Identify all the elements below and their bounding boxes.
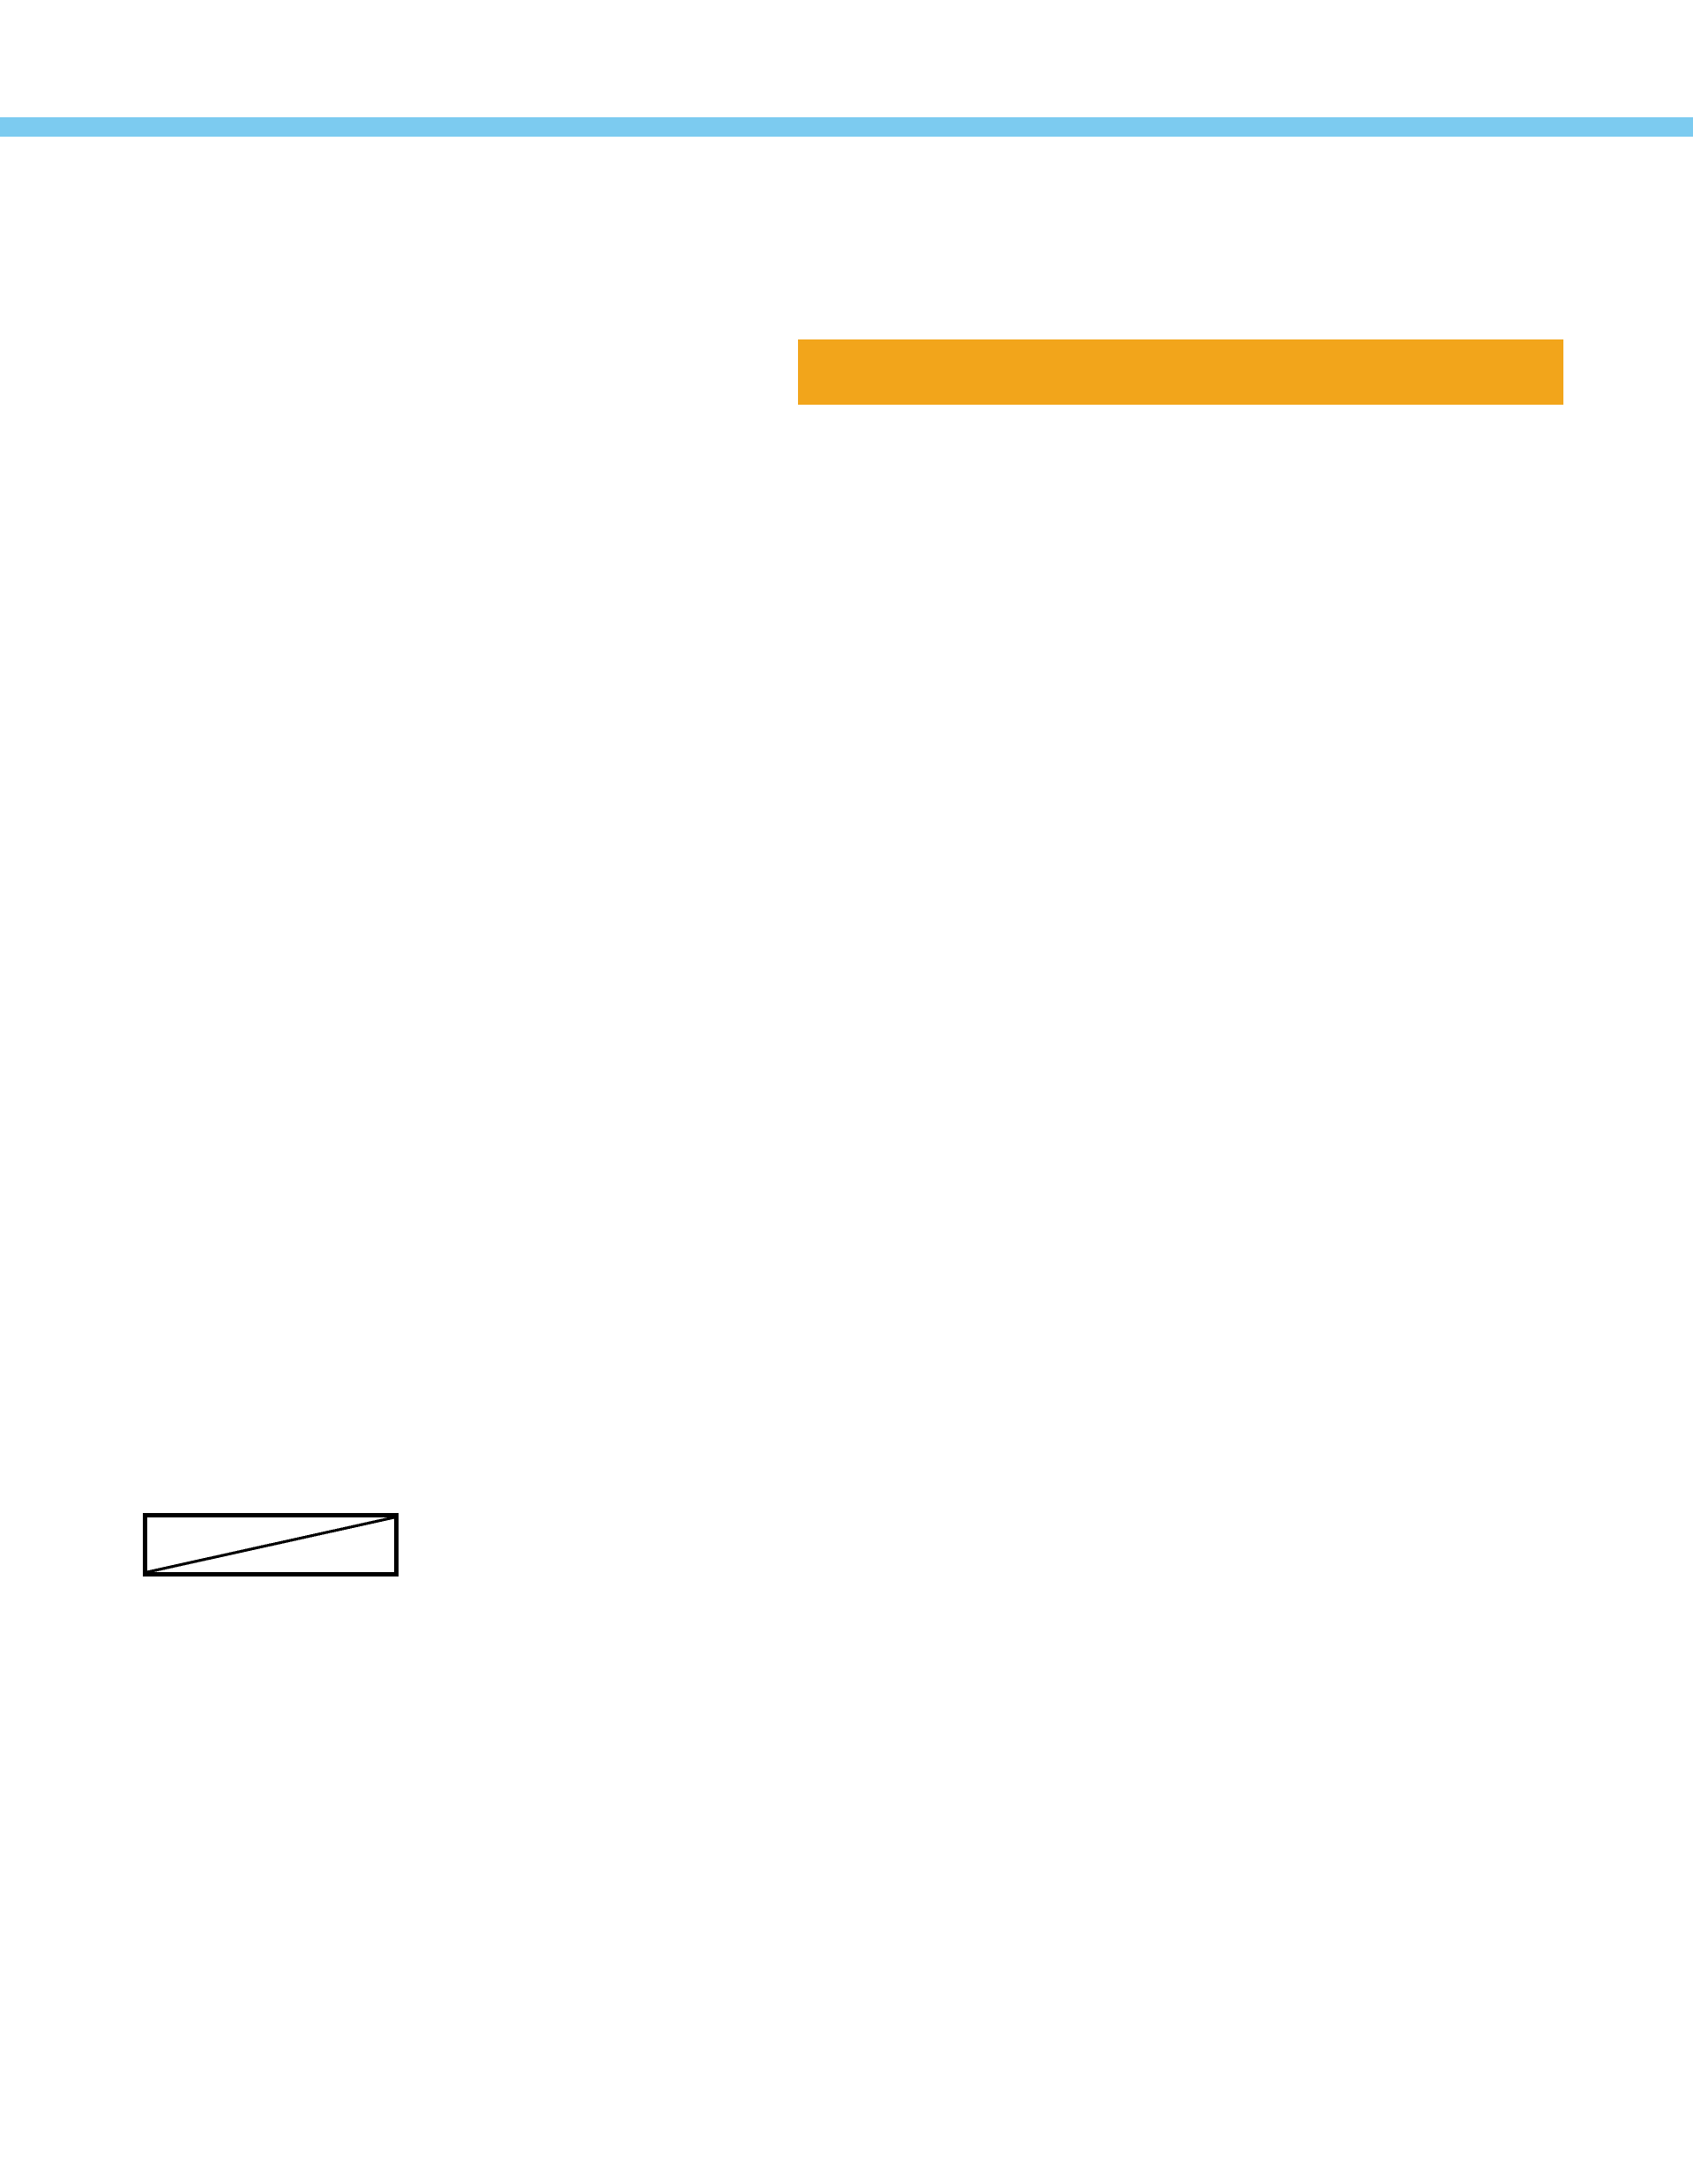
series-banner bbox=[798, 339, 1563, 405]
top-accent-bar bbox=[0, 117, 1693, 137]
table-header-row bbox=[145, 1516, 397, 1575]
turret-photo-graphic bbox=[143, 201, 760, 673]
turret-diagram-8-station bbox=[123, 749, 829, 1486]
turret-diagram-12-station bbox=[924, 748, 1647, 1510]
product-photo bbox=[143, 201, 760, 673]
corner-header-cell bbox=[145, 1516, 397, 1575]
specifications-table bbox=[143, 1513, 399, 1577]
spec-table bbox=[143, 1513, 399, 1577]
